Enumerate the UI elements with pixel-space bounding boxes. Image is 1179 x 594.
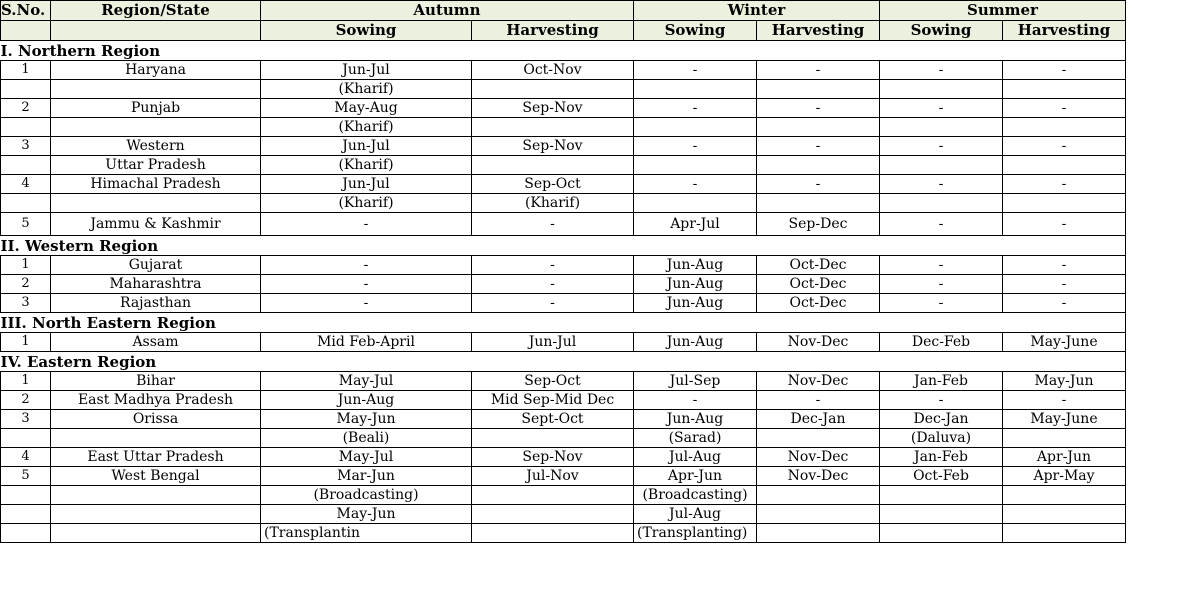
cell-region-state: Western (51, 137, 261, 156)
cell-autumn-sowing: Jun-Jul (261, 61, 472, 80)
cell-summer-harvesting: Apr-Jun (1003, 448, 1126, 467)
cell-sno (1, 156, 51, 175)
table-row (1, 156, 1126, 175)
cell-summer-sowing: Dec-Jan (880, 410, 1003, 429)
cell-autumn-harvesting: (Kharif) (472, 194, 634, 213)
cell-autumn-sowing: (Kharif) (261, 118, 472, 137)
table-row (1, 137, 1126, 156)
table-row (1, 486, 1126, 505)
cell-winter-harvesting: - (757, 61, 880, 80)
header-autumn-harvesting: Harvesting (472, 21, 634, 41)
cell-summer-sowing (880, 80, 1003, 99)
table-row (1, 99, 1126, 118)
cell-summer-sowing: - (880, 61, 1003, 80)
cell-winter-harvesting (757, 80, 880, 99)
cell-winter-sowing: (Broadcasting) (634, 486, 757, 505)
table-row (1, 118, 1126, 137)
table-row (1, 372, 1126, 391)
cell-winter-sowing: Jun-Aug (634, 256, 757, 275)
cell-autumn-sowing: - (261, 256, 472, 275)
cell-winter-harvesting: - (757, 137, 880, 156)
cell-winter-sowing: - (634, 61, 757, 80)
cell-summer-sowing: - (880, 213, 1003, 236)
cell-region-state (51, 80, 261, 99)
cell-summer-harvesting: - (1003, 294, 1126, 313)
cell-autumn-sowing: May-Jul (261, 448, 472, 467)
cell-region-state: West Bengal (51, 467, 261, 486)
header-sno-blank (1, 21, 51, 41)
cell-summer-harvesting: - (1003, 213, 1126, 236)
cell-winter-sowing (634, 118, 757, 137)
cell-autumn-harvesting: Sep-Oct (472, 372, 634, 391)
cell-winter-harvesting: Nov-Dec (757, 467, 880, 486)
cell-winter-harvesting: Oct-Dec (757, 294, 880, 313)
cell-autumn-harvesting (472, 486, 634, 505)
header-winter-sowing: Sowing (634, 21, 757, 41)
cell-region-state: Haryana (51, 61, 261, 80)
cell-autumn-sowing: (Transplantin (261, 524, 472, 543)
table-row (1, 391, 1126, 410)
cell-summer-harvesting: May-Jun (1003, 372, 1126, 391)
cell-autumn-harvesting: Mid Sep-Mid Dec (472, 391, 634, 410)
cell-sno: 2 (1, 391, 51, 410)
cell-summer-harvesting (1003, 80, 1126, 99)
cell-summer-sowing: Oct-Feb (880, 467, 1003, 486)
cell-winter-sowing (634, 80, 757, 99)
cell-winter-sowing: Jul-Aug (634, 505, 757, 524)
cell-winter-harvesting (757, 156, 880, 175)
cell-summer-sowing (880, 156, 1003, 175)
table-row (1, 410, 1126, 429)
header-autumn-sowing: Sowing (261, 21, 472, 41)
cell-winter-harvesting (757, 486, 880, 505)
table-row (1, 194, 1126, 213)
cell-winter-sowing: - (634, 137, 757, 156)
cell-sno: 2 (1, 275, 51, 294)
cell-sno: 4 (1, 448, 51, 467)
cell-sno: 5 (1, 213, 51, 236)
cell-winter-sowing: - (634, 175, 757, 194)
cell-region-state: Uttar Pradesh (51, 156, 261, 175)
cell-winter-harvesting: Nov-Dec (757, 448, 880, 467)
cell-summer-sowing (880, 524, 1003, 543)
cell-winter-sowing (634, 156, 757, 175)
cell-autumn-sowing: (Kharif) (261, 80, 472, 99)
cell-sno: 3 (1, 294, 51, 313)
cell-region-state: Himachal Pradesh (51, 175, 261, 194)
cell-autumn-harvesting (472, 505, 634, 524)
cell-summer-harvesting (1003, 505, 1126, 524)
cell-summer-sowing: - (880, 275, 1003, 294)
cell-autumn-sowing: (Kharif) (261, 156, 472, 175)
header-sno: S.No. (1, 1, 51, 21)
cell-sno (1, 486, 51, 505)
cell-region-state (51, 118, 261, 137)
cell-summer-sowing: - (880, 175, 1003, 194)
header-autumn: Autumn (261, 1, 634, 21)
cell-summer-sowing (880, 486, 1003, 505)
cell-sno (1, 118, 51, 137)
cell-winter-harvesting (757, 524, 880, 543)
cell-summer-sowing: - (880, 391, 1003, 410)
cell-summer-sowing (880, 194, 1003, 213)
cell-region-state: Punjab (51, 99, 261, 118)
cell-summer-harvesting: - (1003, 61, 1126, 80)
cell-autumn-sowing: (Beali) (261, 429, 472, 448)
cell-autumn-sowing: May-Aug (261, 99, 472, 118)
cell-autumn-sowing: May-Jun (261, 505, 472, 524)
cell-summer-sowing (880, 118, 1003, 137)
cell-autumn-sowing: - (261, 275, 472, 294)
cell-autumn-harvesting: Oct-Nov (472, 61, 634, 80)
cell-winter-harvesting: Oct-Dec (757, 256, 880, 275)
cell-sno: 3 (1, 410, 51, 429)
cell-summer-harvesting: - (1003, 99, 1126, 118)
cell-sno: 2 (1, 99, 51, 118)
cell-winter-sowing: Jun-Aug (634, 294, 757, 313)
table-row (1, 429, 1126, 448)
table-row (1, 80, 1126, 99)
cell-region-state: Orissa (51, 410, 261, 429)
header-summer: Summer (880, 1, 1126, 21)
cell-autumn-sowing: Jun-Aug (261, 391, 472, 410)
cell-winter-sowing: Jul-Sep (634, 372, 757, 391)
table-row (1, 175, 1126, 194)
cell-region-state: Assam (51, 333, 261, 352)
cell-autumn-sowing: Mar-Jun (261, 467, 472, 486)
cell-summer-harvesting (1003, 194, 1126, 213)
cell-winter-harvesting (757, 118, 880, 137)
cell-autumn-harvesting: - (472, 275, 634, 294)
header-summer-sowing: Sowing (880, 21, 1003, 41)
cell-summer-sowing (880, 505, 1003, 524)
cell-summer-harvesting: - (1003, 275, 1126, 294)
cell-winter-sowing: - (634, 99, 757, 118)
section-header-row (1, 352, 1126, 372)
cell-summer-harvesting (1003, 118, 1126, 137)
cell-winter-sowing: Jun-Aug (634, 275, 757, 294)
cell-autumn-sowing: May-Jun (261, 410, 472, 429)
cell-autumn-harvesting: - (472, 294, 634, 313)
cell-autumn-sowing: (Kharif) (261, 194, 472, 213)
cell-summer-harvesting: - (1003, 391, 1126, 410)
cell-autumn-harvesting: Sep-Nov (472, 448, 634, 467)
cell-autumn-sowing: Mid Feb-April (261, 333, 472, 352)
cell-winter-sowing: Apr-Jun (634, 467, 757, 486)
cell-region-state: East Uttar Pradesh (51, 448, 261, 467)
cell-summer-sowing: - (880, 137, 1003, 156)
cell-region-state (51, 524, 261, 543)
cell-winter-sowing: Jun-Aug (634, 410, 757, 429)
cell-winter-harvesting: - (757, 99, 880, 118)
cell-summer-harvesting: - (1003, 137, 1126, 156)
cell-winter-harvesting (757, 505, 880, 524)
cell-sno (1, 194, 51, 213)
cell-autumn-harvesting (472, 118, 634, 137)
cell-summer-harvesting (1003, 156, 1126, 175)
cell-autumn-harvesting (472, 429, 634, 448)
table-row (1, 61, 1126, 80)
cell-summer-harvesting: Apr-May (1003, 467, 1126, 486)
cell-sno: 3 (1, 137, 51, 156)
cell-region-state: Bihar (51, 372, 261, 391)
cell-autumn-harvesting (472, 80, 634, 99)
cell-summer-sowing: Dec-Feb (880, 333, 1003, 352)
section-title: III. North Eastern Region (1, 313, 1126, 333)
cell-sno: 1 (1, 256, 51, 275)
cell-summer-harvesting (1003, 429, 1126, 448)
cell-sno (1, 524, 51, 543)
cell-autumn-harvesting: - (472, 256, 634, 275)
cell-winter-sowing: - (634, 391, 757, 410)
table-row (1, 448, 1126, 467)
header-summer-harvesting: Harvesting (1003, 21, 1126, 41)
section-title: II. Western Region (1, 236, 1126, 256)
cell-sno (1, 505, 51, 524)
header-winter-harvesting: Harvesting (757, 21, 880, 41)
cell-autumn-harvesting: Sep-Nov (472, 99, 634, 118)
cell-sno (1, 80, 51, 99)
cell-summer-harvesting: - (1003, 256, 1126, 275)
cell-summer-sowing: - (880, 99, 1003, 118)
cell-winter-harvesting (757, 194, 880, 213)
cell-autumn-sowing: - (261, 294, 472, 313)
cell-summer-sowing: - (880, 256, 1003, 275)
cell-summer-sowing: Jan-Feb (880, 448, 1003, 467)
cell-sno: 4 (1, 175, 51, 194)
table-row (1, 333, 1126, 352)
cell-summer-harvesting: - (1003, 175, 1126, 194)
cell-region-state (51, 486, 261, 505)
cell-winter-harvesting: Sep-Dec (757, 213, 880, 236)
cell-summer-harvesting (1003, 486, 1126, 505)
cell-sno: 1 (1, 372, 51, 391)
header-row-seasons (1, 1, 1126, 21)
cell-autumn-harvesting: Jun-Jul (472, 333, 634, 352)
table-row (1, 275, 1126, 294)
header-row-activities (1, 21, 1126, 41)
section-header-row (1, 236, 1126, 256)
cell-region-state: Rajasthan (51, 294, 261, 313)
cell-winter-sowing: Apr-Jul (634, 213, 757, 236)
cell-autumn-sowing: May-Jul (261, 372, 472, 391)
cell-autumn-sowing: (Broadcasting) (261, 486, 472, 505)
cell-winter-harvesting: Nov-Dec (757, 333, 880, 352)
header-region-blank (51, 21, 261, 41)
cell-summer-sowing: Jan-Feb (880, 372, 1003, 391)
cell-winter-harvesting: - (757, 175, 880, 194)
cell-winter-harvesting (757, 429, 880, 448)
cell-summer-sowing: (Daluva) (880, 429, 1003, 448)
cell-autumn-harvesting: Sep-Nov (472, 137, 634, 156)
table-row (1, 467, 1126, 486)
cell-region-state (51, 505, 261, 524)
cell-summer-harvesting: May-June (1003, 410, 1126, 429)
cell-summer-sowing: - (880, 294, 1003, 313)
cell-winter-sowing: Jul-Aug (634, 448, 757, 467)
cell-region-state: Maharashtra (51, 275, 261, 294)
cell-region-state (51, 194, 261, 213)
cell-sno: 1 (1, 61, 51, 80)
cell-summer-harvesting (1003, 524, 1126, 543)
table-row (1, 505, 1126, 524)
table-row (1, 256, 1126, 275)
cell-autumn-harvesting (472, 156, 634, 175)
cell-autumn-harvesting: Jul-Nov (472, 467, 634, 486)
cell-sno: 1 (1, 333, 51, 352)
section-header-row (1, 41, 1126, 61)
cell-autumn-harvesting: Sept-Oct (472, 410, 634, 429)
cell-region-state: East Madhya Pradesh (51, 391, 261, 410)
cell-winter-harvesting: Nov-Dec (757, 372, 880, 391)
cell-autumn-sowing: - (261, 213, 472, 236)
cell-winter-harvesting: Oct-Dec (757, 275, 880, 294)
cell-winter-harvesting: - (757, 391, 880, 410)
cell-autumn-harvesting: - (472, 213, 634, 236)
cell-autumn-sowing: Jun-Jul (261, 137, 472, 156)
table-row (1, 524, 1126, 543)
section-title: IV. Eastern Region (1, 352, 1126, 372)
cell-winter-sowing (634, 194, 757, 213)
cell-autumn-harvesting (472, 524, 634, 543)
cell-winter-harvesting: Dec-Jan (757, 410, 880, 429)
section-title: I. Northern Region (1, 41, 1126, 61)
cell-winter-sowing: (Sarad) (634, 429, 757, 448)
header-region: Region/State (51, 1, 261, 21)
cell-sno (1, 429, 51, 448)
cell-autumn-sowing: Jun-Jul (261, 175, 472, 194)
cell-winter-sowing: (Transplanting) (634, 524, 757, 543)
cell-winter-sowing: Jun-Aug (634, 333, 757, 352)
cell-region-state: Gujarat (51, 256, 261, 275)
cell-autumn-harvesting: Sep-Oct (472, 175, 634, 194)
header-winter: Winter (634, 1, 880, 21)
cell-region-state (51, 429, 261, 448)
table-row (1, 294, 1126, 313)
cell-region-state: Jammu & Kashmir (51, 213, 261, 236)
table-row (1, 213, 1126, 236)
cell-summer-harvesting: May-June (1003, 333, 1126, 352)
cell-sno: 5 (1, 467, 51, 486)
section-header-row (1, 313, 1126, 333)
